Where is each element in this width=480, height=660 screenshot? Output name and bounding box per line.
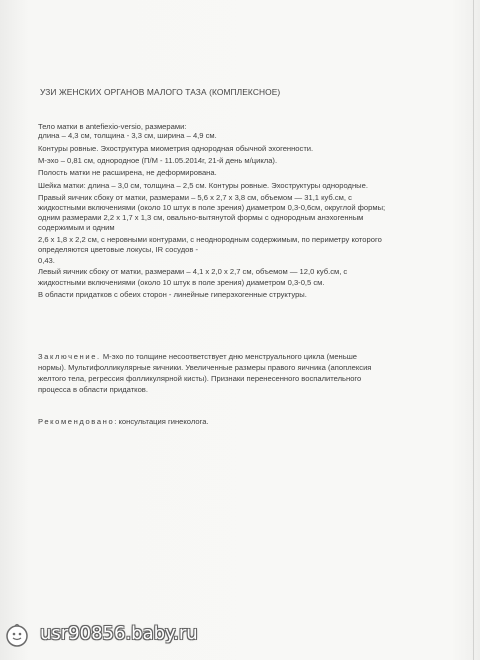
text-line: содержимым и одним [38, 223, 115, 232]
document-title: УЗИ ЖЕНСКИХ ОРГАНОВ МАЛОГО ТАЗА (КОМПЛЕКСНОЕ) [40, 87, 281, 97]
text-line: Правый яичник сбоку от матки, размерами – 5,6 х 2,7 х 3,8 см, объемом — 31,1 куб.см, с [38, 193, 352, 202]
text-line: Тело матки в antefiexio-versio, размерами: [38, 122, 187, 131]
conclusion-text: М-эхо по толщине несоответствует дню менструального цикла (меньше [100, 352, 358, 361]
text-line: Контуры ровные. Эхоструктура миометрия однородная обычной эхогенности. [38, 144, 314, 153]
recommendation-line [38, 417, 209, 426]
baby-ru-logo-icon [4, 622, 30, 648]
conclusion-line: желтого тела, регрессия фолликулярной кисты). Признаки перенесенного воспалительного [38, 374, 362, 383]
text-line: Шейка матки: длина – 3,0 см, толщина – 2,5 см. Контуры ровные. Эхоструктуры однородные. [38, 181, 368, 190]
conclusion-label: Заключение. [38, 352, 101, 361]
watermark [0, 612, 300, 658]
conclusion-line: нормы). Мультифолликулярные яичники. Увеличенные размеры правого яичника (апоплексия [38, 363, 372, 372]
text-line: жидкостными включениями (около 10 штук в поле зрения) диаметром 0,3-0,5 см. [38, 278, 325, 287]
recommend-label: Рекомендовано [38, 417, 115, 426]
text-line: В области придатков с обеих сторон - линейные гиперэхогенные структуры. [38, 290, 307, 299]
text-line: определяются цветовые локусы, IR сосудов - [38, 245, 199, 254]
text-line: М-эхо – 0,81 см, однородное (П/М - 11.05.2014г, 21-й день м/цикла). [38, 156, 278, 165]
text-line: Левый яичник сбоку от матки, размерами – 4,1 х 2,0 х 2,7 см, объемом — 12,0 куб.см, с [38, 267, 348, 276]
text-line: одним размерами 2,2 х 1,7 х 1,3 см, овально-вытянутой формы с однородным анэхогенным [38, 213, 364, 222]
text-line: жидкостными включениями (около 10 штук в поле зрения) диаметром 0,3-0,6см, округлой формы; [38, 203, 386, 212]
watermark-text: usr90856.baby.ru [40, 623, 198, 644]
conclusion-line: процесса в области придатков. [38, 385, 148, 394]
conclusion-line [38, 352, 357, 361]
recommend-text: : консультация гинеколога. [114, 417, 209, 426]
text-line: 2,6 х 1,8 х 2,2 см, с неровными контурами, с неоднородным содержимым, по периметру которого [38, 235, 382, 244]
page-edge [473, 0, 474, 660]
text-line: 0,43. [38, 256, 55, 265]
text-line: Полость матки не расширена, не деформирована. [38, 168, 217, 177]
text-line: длина – 4,3 см, толщина - 3,3 см, ширина – 4,9 см. [38, 131, 217, 140]
